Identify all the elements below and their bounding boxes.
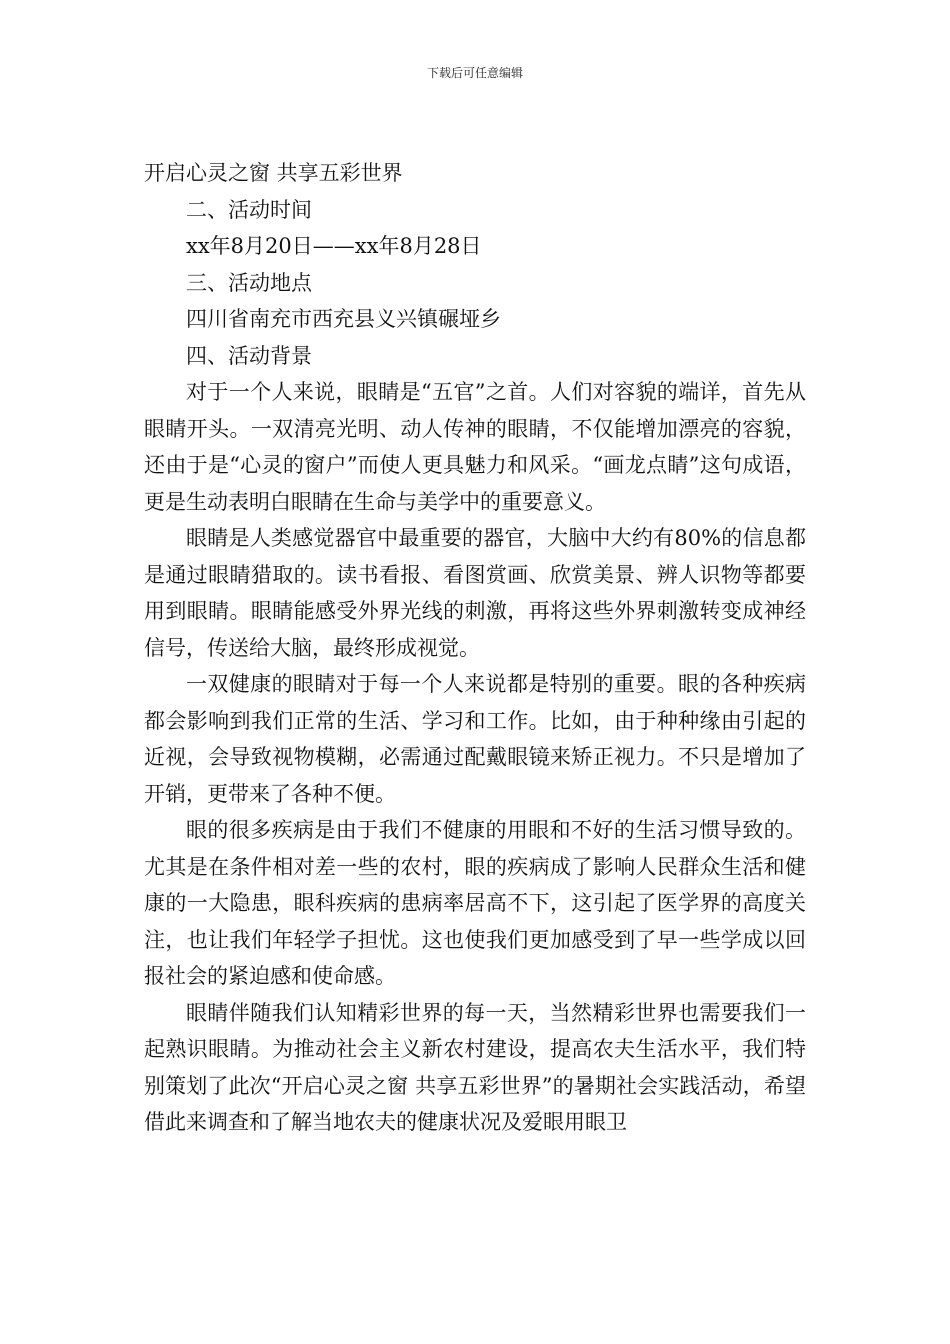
background-paragraph: 眼睛是人类感觉器官中最重要的器官，大脑中大约有80%的信息都是通过眼睛猎取的。读书看报、看图赏画、欣赏美景、辨人识物等都要用到眼睛。眼睛能感受外界光线的刺激，再将这些外界刺激转变成神经信号，传送给大脑，最终形成视觉。	[144, 526, 806, 660]
page-header-note: 下载后可任意编辑	[426, 66, 523, 80]
background-paragraph: 眼睛伴随我们认知精彩世界的每一天，当然精彩世界也需要我们一起熟识眼睛。为推动社会主义新农村建设，提高农夫生活水平，我们特别策划了此次“开启心灵之窗 共享五彩世界”的暑期社会实践活动，希望借此来调查和了解当地农夫的健康状况及爱眼用眼卫	[144, 1000, 806, 1134]
document-title: 开启心灵之窗 共享五彩世界	[144, 161, 403, 185]
background-paragraph: 对于一个人来说，眼睛是“五官”之首。人们对容貌的端详，首先从眼睛开头。一双清亮光明、动人传神的眼睛，不仅能增加漂亮的容貌，还由于是“心灵的窗户”而使人更具魅力和风采。“画龙点睛”这句成语，更是生动表明白眼睛在生命与美学中的重要意义。	[144, 380, 806, 514]
section-heading-background: 四、活动背景	[186, 343, 312, 368]
section-heading-location: 三、活动地点	[186, 270, 312, 295]
background-paragraph: 一双健康的眼睛对于每一个人来说都是特别的重要。眼的各种疾病都会影响到我们正常的生活、学习和工作。比如，由于种种缘由引起的近视，会导致视物模糊，必需通过配戴眼镜来矫正视力。不只是增加了开销，更带来了各种不便。	[144, 672, 806, 806]
activity-time-text: xx年8月20日——xx年8月28日	[186, 234, 482, 258]
document-body	[144, 155, 806, 1141]
section-heading-time: 二、活动时间	[186, 197, 312, 222]
activity-location-text: 四川省南充市西充县义兴镇碾垭乡	[186, 307, 501, 331]
background-paragraph: 眼的很多疾病是由于我们不健康的用眼和不好的生活习惯导致的。尤其是在条件相对差一些的农村，眼的疾病成了影响人民群众生活和健康的一大隐患，眼科疾病的患病率居高不下，这引起了医学界的高度关注，也让我们年轻学子担忧。这也使我们更加感受到了早一些学成以回报社会的紧迫感和使命感。	[144, 818, 806, 988]
